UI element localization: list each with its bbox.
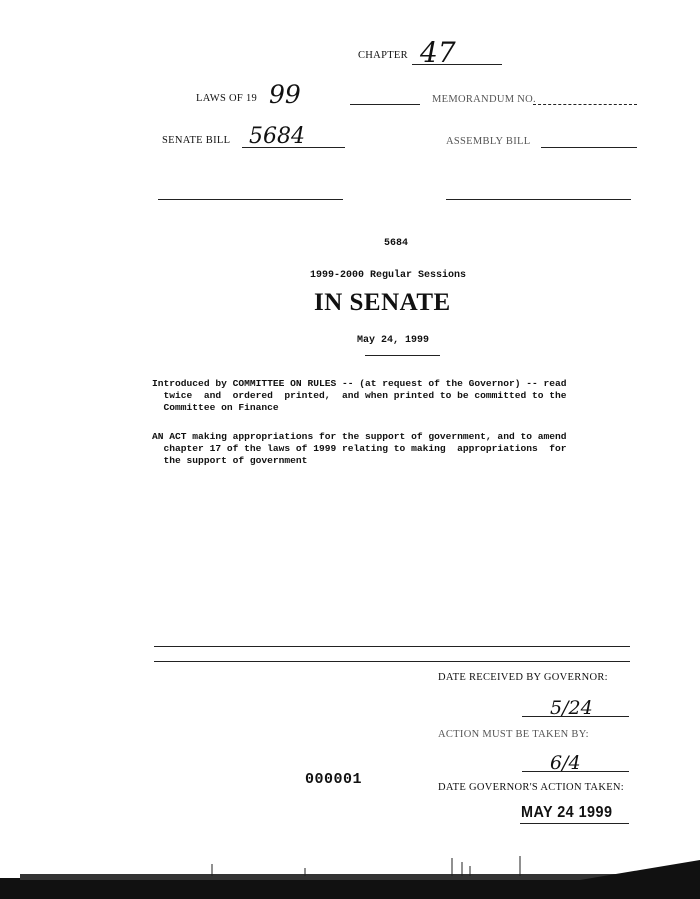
date-underline: [365, 355, 440, 356]
bill-number: 5684: [384, 238, 409, 249]
action-taken-date-stamp: MAY 24 1999: [521, 804, 613, 821]
chapter-handwritten-value: 47: [420, 36, 456, 69]
footer-rule-2: [154, 661, 630, 662]
act-line-2: chapter 17 of the laws of 1999 relating to making appropriations for: [152, 443, 567, 454]
senate-bill-handwritten-value: 5684: [249, 124, 305, 149]
assembly-bill-rule: [541, 147, 637, 148]
action-taken-rule: [520, 823, 629, 824]
bill-date: May 24, 1999: [357, 335, 430, 346]
session-line: 1999-2000 Regular Sessions: [310, 270, 467, 281]
senate-bill-rule: [242, 147, 345, 148]
action-due-handwritten-value: 6/4: [550, 752, 581, 774]
introduced-line-2: twice and ordered printed, and when printed to be committed to the: [152, 390, 567, 401]
chapter-label: CHAPTER: [358, 50, 408, 61]
date-received-rule: [522, 716, 629, 717]
laws-year-handwritten-value: 99: [269, 80, 301, 109]
memorandum-label: MEMORANDUM NO.: [432, 94, 536, 105]
laws-of-label: LAWS OF 19: [196, 93, 258, 104]
act-line-1: AN ACT making appropriations for the support of government, and to amend: [152, 431, 567, 442]
memorandum-rule: [533, 104, 637, 105]
blank-rule-left: [158, 199, 343, 200]
footer-rule-1: [154, 646, 630, 647]
action-taken-label: DATE GOVERNOR'S ACTION TAKEN:: [438, 782, 625, 793]
page-number: 000001: [305, 771, 363, 788]
chamber-title: IN SENATE: [314, 289, 451, 316]
act-line-3: the support of government: [152, 455, 308, 466]
chapter-rule: [412, 64, 502, 65]
laws-rule: [350, 104, 420, 105]
senate-bill-label: SENATE BILL: [162, 135, 231, 146]
action-due-label: ACTION MUST BE TAKEN BY:: [438, 729, 589, 740]
introduced-line-3: Committee on Finance: [152, 402, 279, 413]
scan-edge-artifact: [0, 850, 700, 899]
date-received-label: DATE RECEIVED BY GOVERNOR:: [438, 672, 608, 683]
blank-rule-right: [446, 199, 631, 200]
assembly-bill-label: ASSEMBLY BILL: [446, 136, 531, 147]
date-received-handwritten-value: 5/24: [550, 697, 593, 719]
action-due-rule: [522, 771, 629, 772]
introduced-line-1: Introduced by COMMITTEE ON RULES -- (at request of the Governor) -- read: [152, 378, 567, 389]
